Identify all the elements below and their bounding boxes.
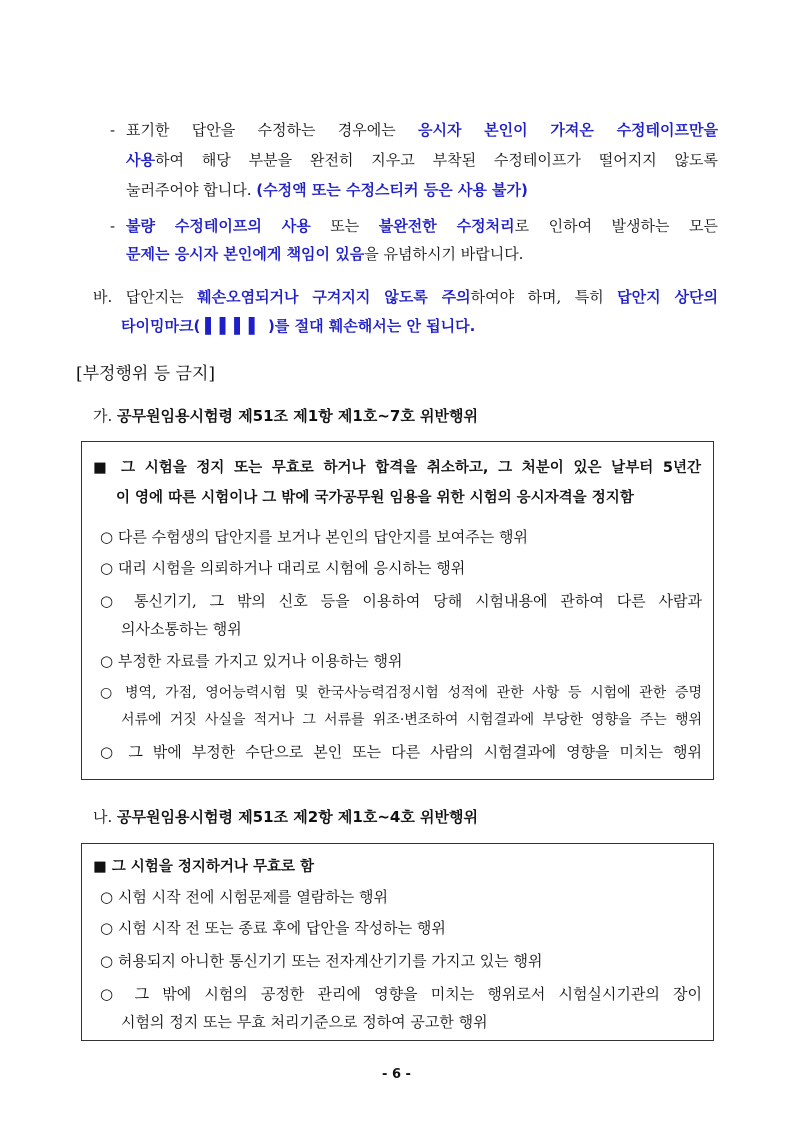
page-number: - 6 -	[382, 1067, 411, 1082]
subsection-na: 나. 공무원임용시험령 제51조 제2항 제1호~4호 위반행위	[93, 808, 479, 826]
subsection-ga: 가. 공무원임용시험령 제51조 제1항 제1호~7호 위반행위	[93, 407, 479, 425]
box1-item-1: ○ 다른 수험생의 답안지를 보거나 본인의 답안지를 보여주는 행위	[100, 528, 528, 546]
note-a-line-3: 눌러주어야 합니다. (수정액 또는 수정스티커 등은 사용 불가)	[126, 181, 528, 199]
box2-header: ■ 그 시험을 정지하거나 무효로 함	[93, 859, 315, 875]
box1-header-line-2: 이 영에 따른 시험이나 그 밖에 국가공무원 임용을 위한 시험의 응시자격을 정지함	[116, 490, 634, 506]
note-b-bullet: -	[110, 217, 116, 235]
box1-item-3-cont: 의사소통하는 행위	[121, 620, 242, 638]
box2-item-3: ○ 허용되지 아니한 통신기기 또는 전자계산기기를 가지고 있는 행위	[100, 952, 543, 970]
box1-item-5: ○ 병역, 가점, 영어능력시험 및 한국사능력검정시험 성적에 관한 사항 등 시험에 관한 증명	[100, 685, 702, 701]
box1-item-4: ○ 부정한 자료를 가지고 있거나 이용하는 행위	[100, 652, 403, 670]
note-a-line-2: 사용하여 해당 부분을 완전히 지우고 부착된 수정테이프가 떨어지지 않도록	[126, 151, 718, 169]
timing-mark-icons: ▌▌▌▌	[205, 317, 264, 335]
section-title: [부정행위 등 금지]	[76, 364, 216, 384]
note-a-bullet: -	[110, 121, 116, 139]
box1-item-5-cont: 서류에 거짓 사실을 적거나 그 서류를 위조·변조하여 시험결과에 부당한 영향을 주는 행위	[121, 712, 702, 728]
note-b-line-2: 문제는 응시자 본인에게 책임이 있음을 유념하시기 바랍니다.	[126, 245, 524, 263]
item-ba-line-2: 타이밍마크( ▌▌▌▌ )를 절대 훼손해서는 안 됩니다.	[121, 317, 476, 335]
box2-item-1: ○ 시험 시작 전에 시험문제를 열람하는 행위	[100, 888, 389, 906]
box2-item-2: ○ 시험 시작 전 또는 종료 후에 답안을 작성하는 행위	[100, 919, 446, 937]
item-ba-line-1: 바. 답안지는 훼손오염되거나 구겨지지 않도록 주의하여야 하며, 특히 답안지 상단의	[93, 288, 718, 306]
note-b-line-1: 불량 수정테이프의 사용 또는 불완전한 수정처리로 인하여 발생하는 모든	[126, 217, 718, 235]
box1-item-3: ○ 통신기기, 그 밖의 신호 등을 이용하여 당해 시험내용에 관하여 다른 사람과	[100, 592, 702, 610]
box1-header-line-1: ■ 그 시험을 정지 또는 무효로 하거나 합격을 취소하고, 그 처분이 있은 날부터 5년간	[93, 460, 701, 476]
box2-item-4: ○ 그 밖에 시험의 공정한 관리에 영향을 미치는 행위로서 시험실시기관의 장이	[100, 985, 702, 1003]
box2-item-4-cont: 시험의 정지 또는 무효 처리기준으로 정하여 공고한 행위	[121, 1013, 488, 1031]
box1-item-2: ○ 대리 시험을 의뢰하거나 대리로 시험에 응시하는 행위	[100, 559, 466, 577]
note-a-line-1: 표기한 답안을 수정하는 경우에는 응시자 본인이 가져온 수정테이프만을	[126, 121, 718, 139]
box1-item-6: ○ 그 밖에 부정한 수단으로 본인 또는 다른 사람의 시험결과에 영향을 미치는 행위	[100, 743, 702, 761]
